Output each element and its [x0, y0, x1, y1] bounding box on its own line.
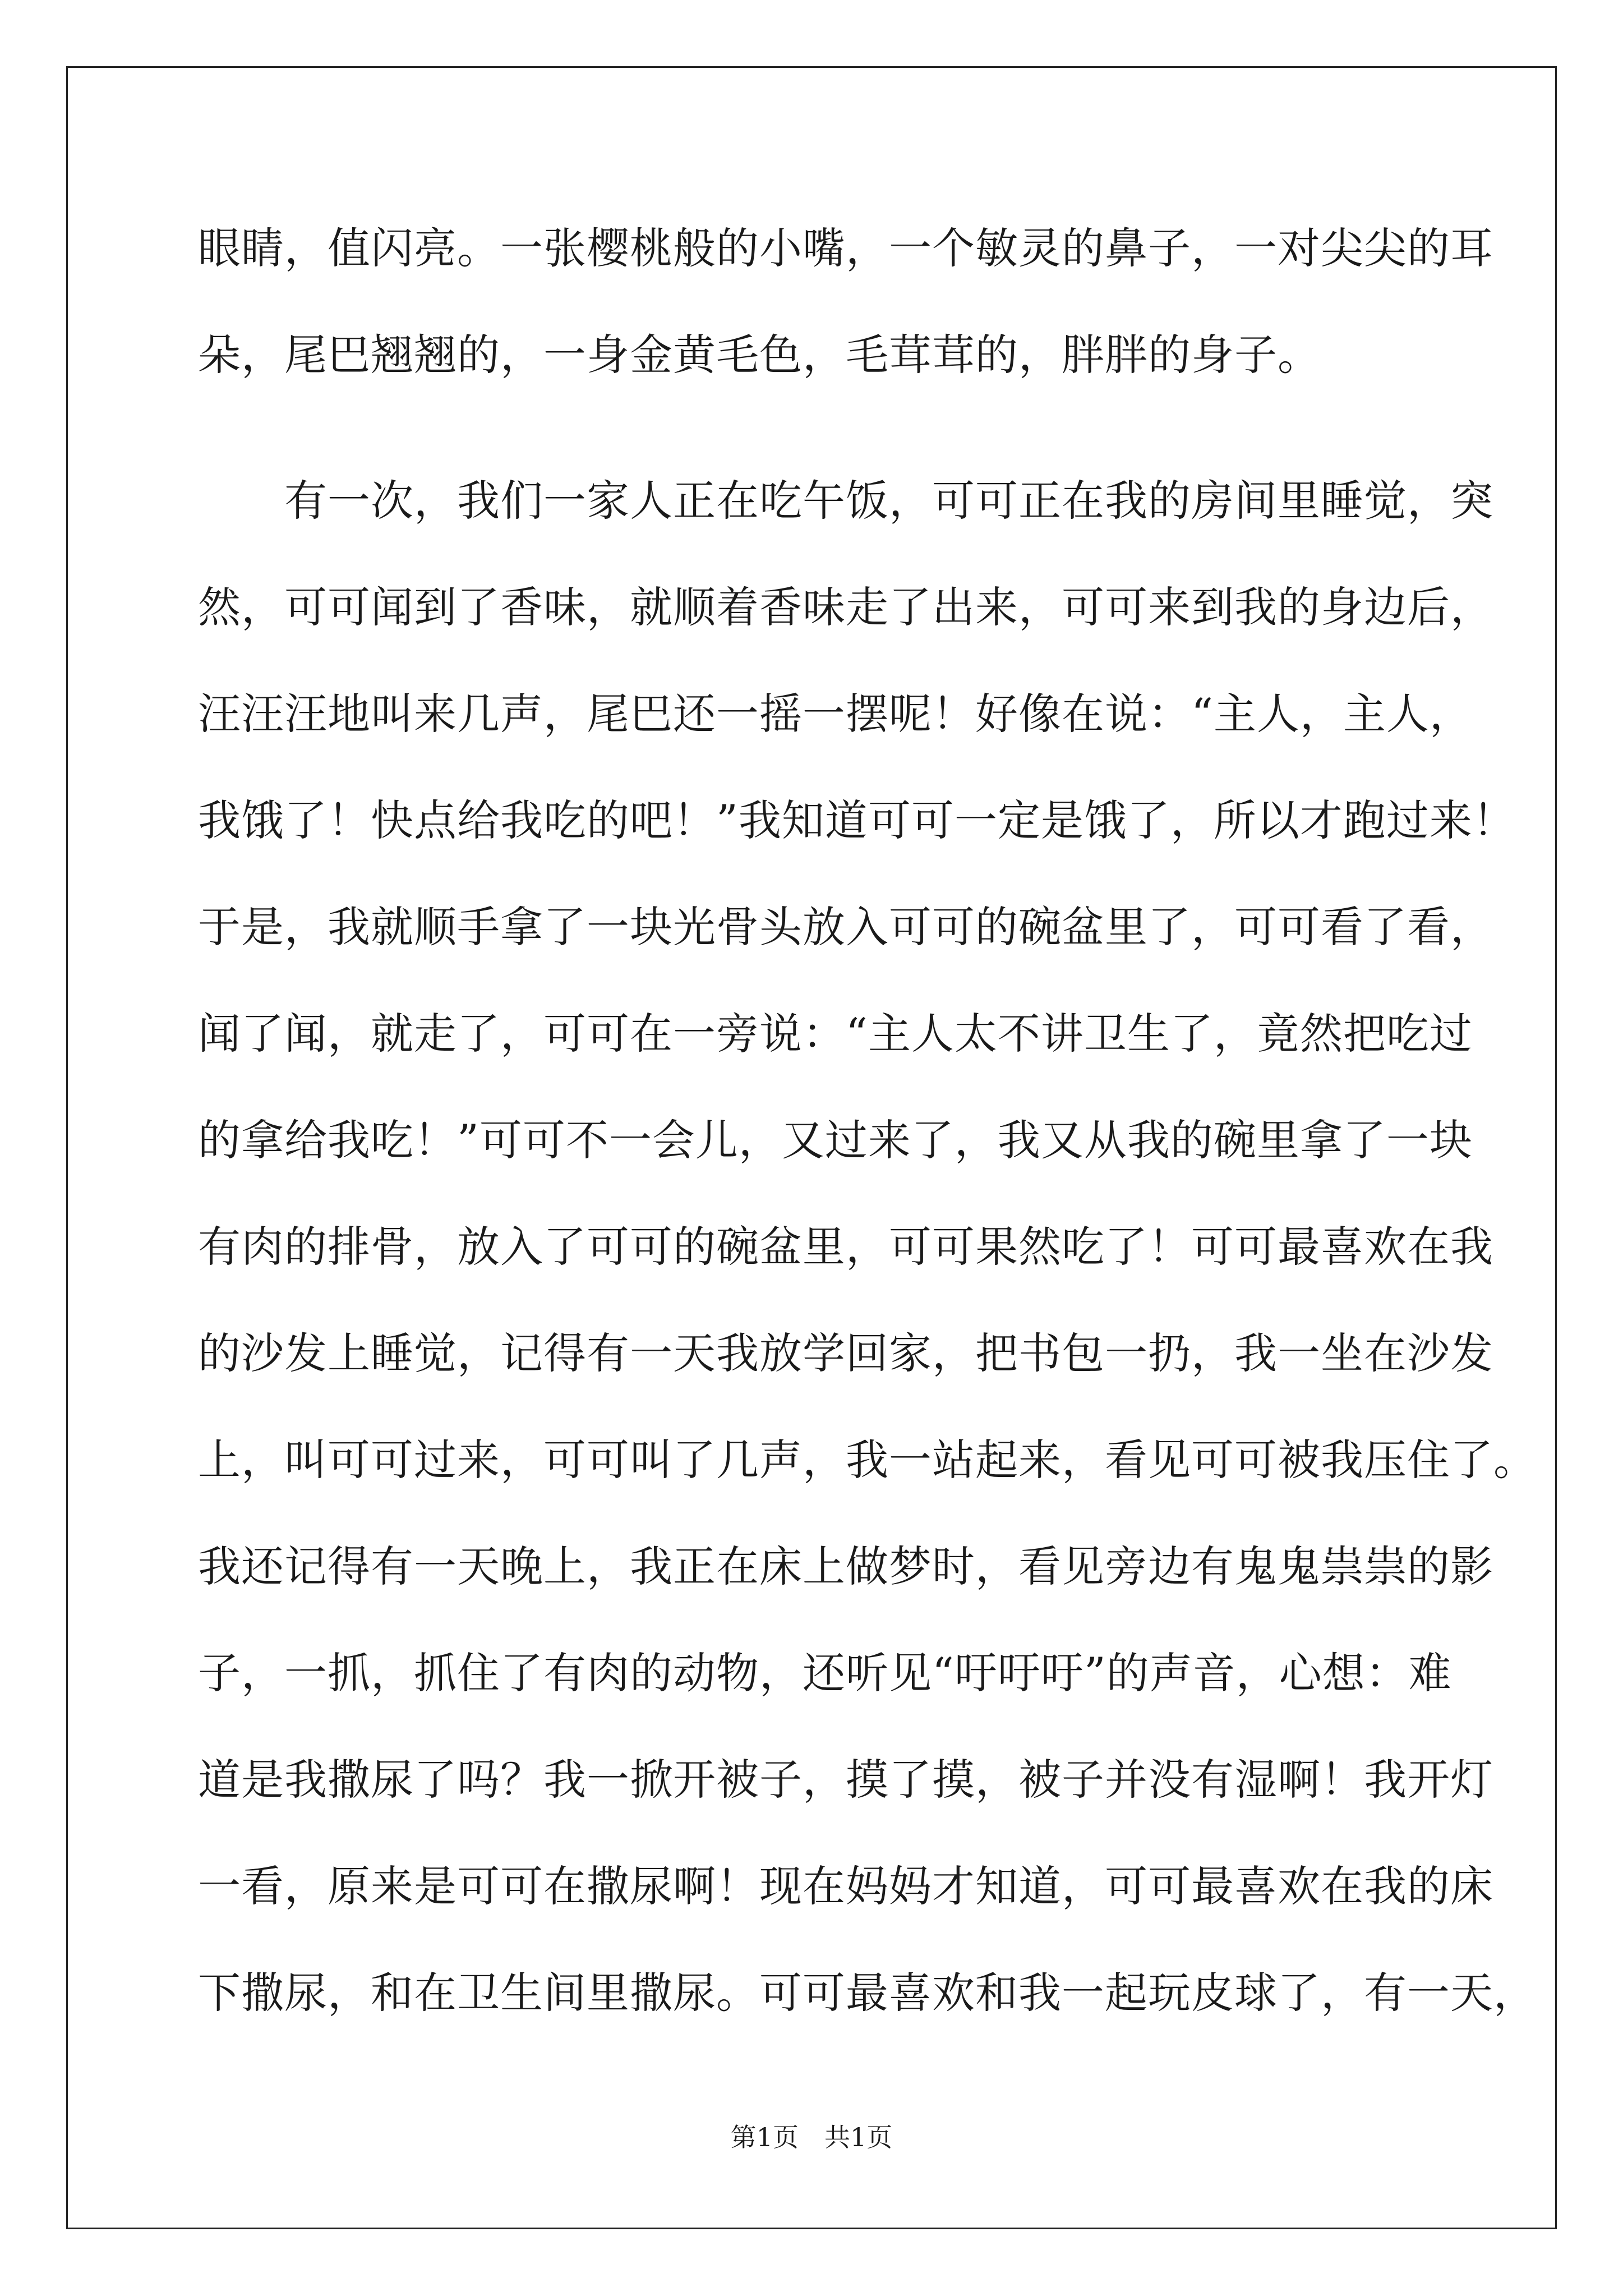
text-line: 道是我撒尿了吗？我一掀开被子，摸了摸，被子并没有湿啊！我开灯: [198, 1755, 1493, 1805]
text-line: 的沙发上睡觉，记得有一天我放学回家，把书包一扔，我一坐在沙发: [198, 1328, 1493, 1378]
text-line: 眼睛，值闪亮。一张樱桃般的小嘴，一个敏灵的鼻子，一对尖尖的耳: [198, 223, 1493, 273]
text-line: 闻了闻，就走了，可可在一旁说：“主人太不讲卫生了，竟然把吃过: [198, 1009, 1473, 1059]
text-line: 上，叫可可过来，可可叫了几声，我一站起来，看见可可被我压住了。: [198, 1435, 1537, 1485]
text-line: 有一次，我们一家人正在吃午饭，可可正在我的房间里睡觉，突: [198, 476, 1493, 526]
document-body: [198, 218, 1537, 2069]
text-line: 有肉的排骨，放入了可可的碗盆里，可可果然吃了！可可最喜欢在我: [198, 1222, 1493, 1272]
text-line: 汪汪汪地叫来几声，尾巴还一摇一摆呢！好像在说：“主人，主人，: [198, 689, 1473, 739]
text-line: 一看，原来是可可在撒尿啊！现在妈妈才知道，可可最喜欢在我的床: [198, 1861, 1493, 1911]
text-line: 我饿了！快点给我吃的吧！”我知道可可一定是饿了，所以才跑过来！: [198, 795, 1516, 845]
text-line: 于是，我就顺手拿了一块光骨头放入可可的碗盆里了，可可看了看，: [198, 902, 1493, 952]
text-line: 朵，尾巴翘翘的，一身金黄毛色，毛茸茸的，胖胖的身子。: [198, 330, 1321, 380]
text-line: 我还记得有一天晚上，我正在床上做梦时，看见旁边有鬼鬼祟祟的影: [198, 1542, 1493, 1591]
text-line: 然，可可闻到了香味，就顺着香味走了出来，可可来到我的身边后，: [198, 582, 1493, 632]
text-line: 的拿给我吃！”可可不一会儿，又过来了，我又从我的碗里拿了一块: [198, 1115, 1473, 1165]
text-line: 下撒尿，和在卫生间里撒尿。可可最喜欢和我一起玩皮球了，有一天，: [198, 1968, 1537, 2018]
text-line: 子，一抓，抓住了有肉的动物，还听见“吁吁吁”的声音，心想：难: [198, 1648, 1452, 1698]
page-number-footer: 第1页 共1页: [730, 2122, 893, 2152]
